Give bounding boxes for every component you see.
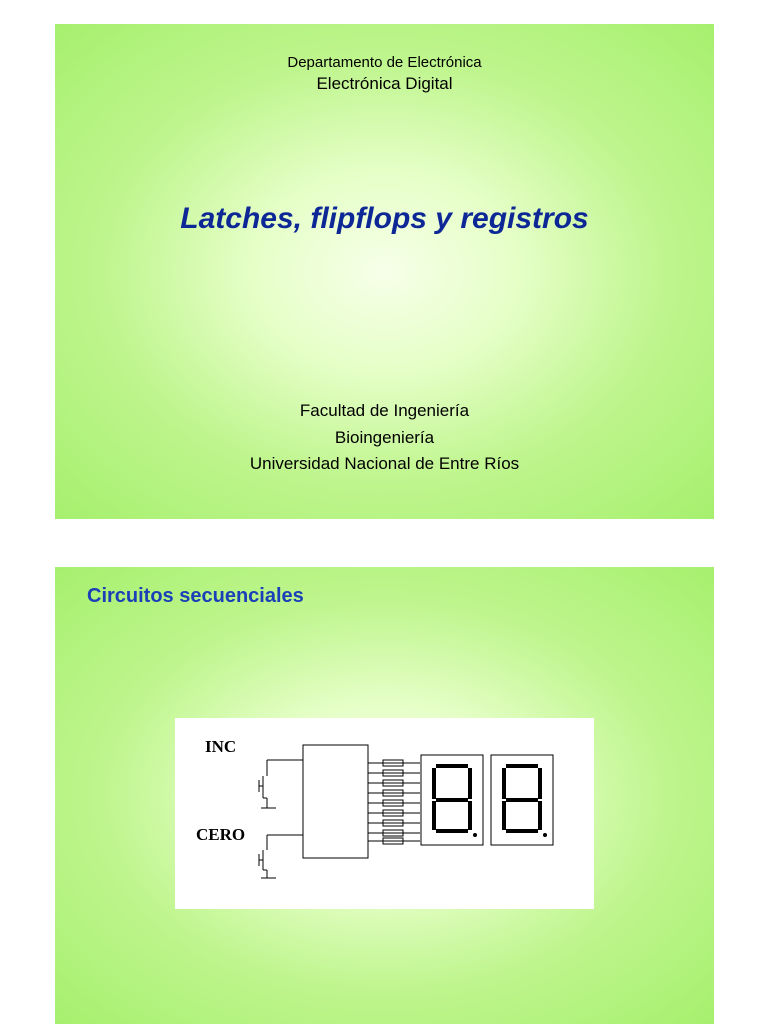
institution-university: Universidad Nacional de Entre Ríos <box>249 454 520 473</box>
content-slide <box>55 567 714 1024</box>
slide-heading: Circuitos secuenciales <box>87 585 304 607</box>
inc-pushbutton <box>259 760 303 808</box>
institution-program: Bioingeniería <box>334 428 435 447</box>
title-slide <box>55 24 714 519</box>
slide-title: Latches, flipflops y registros <box>180 202 589 235</box>
inc-label: INC <box>205 737 237 756</box>
subject-label: Electrónica Digital <box>316 74 453 93</box>
digit-1-segments <box>434 766 470 831</box>
department-label: Departamento de Electrónica <box>287 54 482 71</box>
digit-2-segments <box>504 766 540 831</box>
cero-label: CERO <box>196 825 246 844</box>
resistor-array <box>368 760 420 844</box>
cero-pushbutton <box>259 835 303 878</box>
circuit-diagram <box>175 718 594 909</box>
institution-faculty: Facultad de Ingeniería <box>299 401 470 420</box>
counter-block <box>303 745 368 858</box>
decimal-points <box>473 833 547 837</box>
